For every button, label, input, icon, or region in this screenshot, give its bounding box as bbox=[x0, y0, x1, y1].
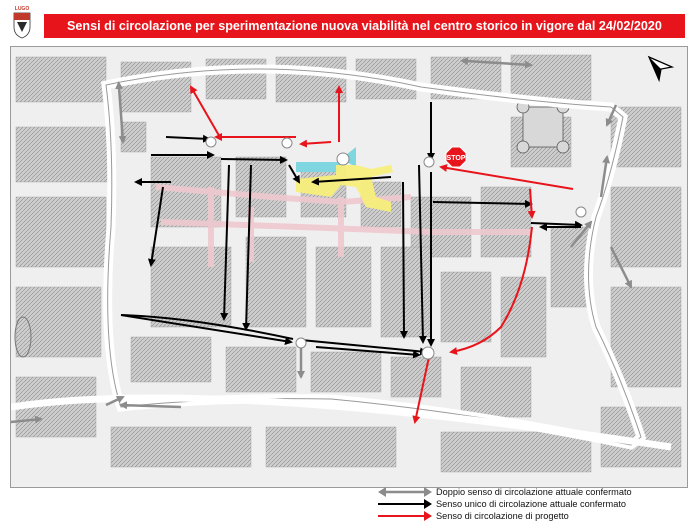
legend-label-one-way: Senso unico di circolazione attuale confermato bbox=[436, 499, 626, 509]
city-crest bbox=[11, 5, 33, 39]
north-arrow-icon bbox=[646, 52, 676, 82]
red-arrow-icon bbox=[378, 510, 432, 522]
legend-item-one-way bbox=[378, 498, 678, 510]
legend-item-project bbox=[378, 510, 678, 522]
crest-label: LUGO bbox=[14, 6, 30, 12]
stop-sign bbox=[446, 147, 466, 167]
legend-label-project: Senso di circolazione di progetto bbox=[436, 511, 569, 521]
black-arrow-icon bbox=[378, 498, 432, 510]
map-legend bbox=[378, 486, 678, 526]
stop-sign-label: STOP bbox=[446, 155, 466, 162]
crest-shield-icon bbox=[11, 5, 33, 39]
double-arrow-icon bbox=[378, 486, 432, 498]
legend-label-double-sense: Doppio senso di circolazione attuale confermato bbox=[436, 487, 632, 497]
map-canvas bbox=[11, 47, 687, 487]
title-banner bbox=[44, 14, 685, 38]
header bbox=[0, 0, 696, 44]
legend-item-double-sense bbox=[378, 486, 678, 498]
street-map bbox=[10, 46, 688, 488]
page-title: Sensi di circolazione per sperimentazione nuova viabilità nel centro storico in vigore dal 24/02/2020 bbox=[67, 19, 662, 33]
